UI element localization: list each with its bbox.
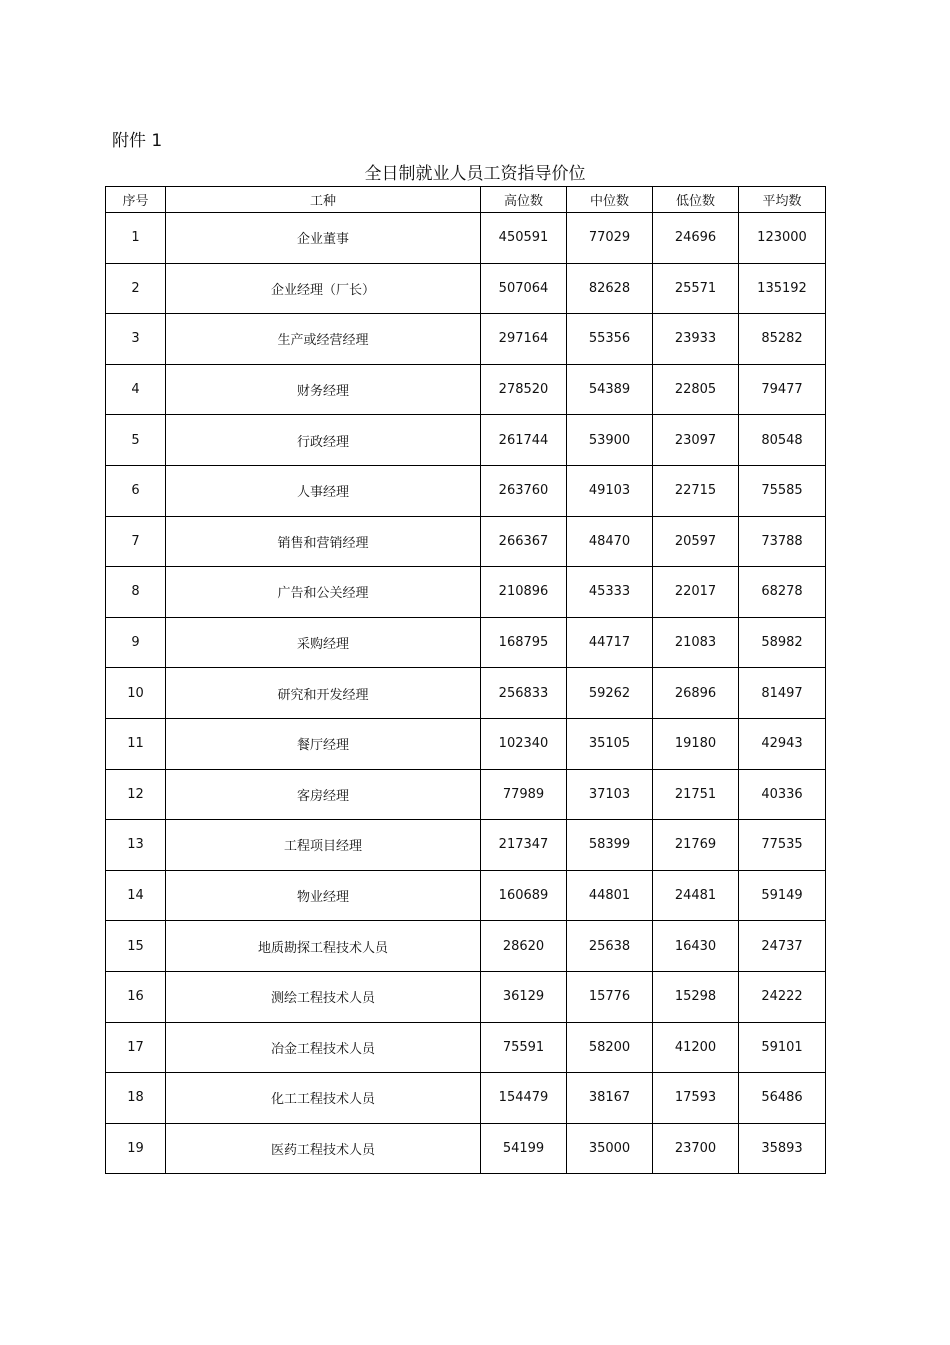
- cell-median: 15776: [567, 971, 653, 1022]
- cell-low: 17593: [653, 1073, 739, 1124]
- table-header-row: [106, 187, 826, 213]
- cell-low: 26896: [653, 668, 739, 719]
- cell-high: 54199: [481, 1123, 567, 1174]
- table-row: [106, 364, 826, 415]
- cell-median: 54389: [567, 364, 653, 415]
- cell-index: 3: [106, 314, 166, 365]
- cell-median: 38167: [567, 1073, 653, 1124]
- cell-high: 28620: [481, 921, 567, 972]
- cell-low: 24696: [653, 213, 739, 264]
- cell-index: 5: [106, 415, 166, 466]
- cell-average: 77535: [739, 820, 826, 871]
- cell-index: 14: [106, 870, 166, 921]
- table-row: [106, 314, 826, 365]
- cell-occupation: 研究和开发经理: [166, 668, 481, 719]
- cell-high: 160689: [481, 870, 567, 921]
- cell-low: 22715: [653, 465, 739, 516]
- cell-low: 21083: [653, 617, 739, 668]
- table-row: [106, 870, 826, 921]
- cell-high: 36129: [481, 971, 567, 1022]
- cell-occupation: 餐厅经理: [166, 718, 481, 769]
- table-row: [106, 769, 826, 820]
- cell-index: 4: [106, 364, 166, 415]
- cell-high: 210896: [481, 567, 567, 618]
- cell-low: 21751: [653, 769, 739, 820]
- table-row: [106, 465, 826, 516]
- cell-average: 58982: [739, 617, 826, 668]
- cell-high: 102340: [481, 718, 567, 769]
- table-row: [106, 820, 826, 871]
- cell-median: 58200: [567, 1022, 653, 1073]
- cell-median: 44801: [567, 870, 653, 921]
- cell-occupation: 企业董事: [166, 213, 481, 264]
- cell-occupation: 医药工程技术人员: [166, 1123, 481, 1174]
- cell-occupation: 财务经理: [166, 364, 481, 415]
- cell-low: 21769: [653, 820, 739, 871]
- cell-average: 59101: [739, 1022, 826, 1073]
- cell-occupation: 生产或经营经理: [166, 314, 481, 365]
- cell-index: 8: [106, 567, 166, 618]
- cell-index: 1: [106, 213, 166, 264]
- cell-average: 80548: [739, 415, 826, 466]
- table-row: [106, 567, 826, 618]
- cell-median: 35000: [567, 1123, 653, 1174]
- cell-low: 41200: [653, 1022, 739, 1073]
- cell-average: 79477: [739, 364, 826, 415]
- cell-index: 19: [106, 1123, 166, 1174]
- cell-occupation: 工程项目经理: [166, 820, 481, 871]
- cell-high: 168795: [481, 617, 567, 668]
- cell-high: 154479: [481, 1073, 567, 1124]
- cell-median: 49103: [567, 465, 653, 516]
- cell-occupation: 化工工程技术人员: [166, 1073, 481, 1124]
- cell-high: 261744: [481, 415, 567, 466]
- cell-occupation: 物业经理: [166, 870, 481, 921]
- table-row: [106, 213, 826, 264]
- cell-low: 25571: [653, 263, 739, 314]
- table-row: [106, 971, 826, 1022]
- cell-occupation: 销售和营销经理: [166, 516, 481, 567]
- cell-occupation: 客房经理: [166, 769, 481, 820]
- cell-index: 2: [106, 263, 166, 314]
- header-occupation: 工种: [166, 187, 481, 213]
- cell-low: 23700: [653, 1123, 739, 1174]
- table-row: [106, 1073, 826, 1124]
- cell-low: 16430: [653, 921, 739, 972]
- header-index: 序号: [106, 187, 166, 213]
- cell-high: 297164: [481, 314, 567, 365]
- cell-low: 15298: [653, 971, 739, 1022]
- cell-occupation: 冶金工程技术人员: [166, 1022, 481, 1073]
- cell-high: 278520: [481, 364, 567, 415]
- cell-median: 77029: [567, 213, 653, 264]
- table-row: [106, 718, 826, 769]
- cell-index: 6: [106, 465, 166, 516]
- cell-index: 16: [106, 971, 166, 1022]
- cell-occupation: 广告和公关经理: [166, 567, 481, 618]
- cell-index: 11: [106, 718, 166, 769]
- attachment-label: 附件 1: [112, 131, 163, 151]
- wage-guidance-table: [105, 186, 826, 1174]
- cell-index: 12: [106, 769, 166, 820]
- cell-occupation: 地质勘探工程技术人员: [166, 921, 481, 972]
- cell-average: 40336: [739, 769, 826, 820]
- header-average: 平均数: [739, 187, 826, 213]
- cell-average: 24737: [739, 921, 826, 972]
- cell-high: 75591: [481, 1022, 567, 1073]
- cell-low: 19180: [653, 718, 739, 769]
- cell-occupation: 测绘工程技术人员: [166, 971, 481, 1022]
- cell-median: 82628: [567, 263, 653, 314]
- cell-high: 217347: [481, 820, 567, 871]
- header-low: 低位数: [653, 187, 739, 213]
- cell-average: 73788: [739, 516, 826, 567]
- table-row: [106, 617, 826, 668]
- table-row: [106, 1022, 826, 1073]
- cell-high: 450591: [481, 213, 567, 264]
- cell-low: 23097: [653, 415, 739, 466]
- cell-low: 22017: [653, 567, 739, 618]
- cell-average: 24222: [739, 971, 826, 1022]
- cell-index: 17: [106, 1022, 166, 1073]
- header-high: 高位数: [481, 187, 567, 213]
- cell-index: 15: [106, 921, 166, 972]
- cell-average: 75585: [739, 465, 826, 516]
- cell-index: 9: [106, 617, 166, 668]
- table-row: [106, 415, 826, 466]
- cell-occupation: 行政经理: [166, 415, 481, 466]
- cell-average: 59149: [739, 870, 826, 921]
- table-row: [106, 668, 826, 719]
- cell-high: 256833: [481, 668, 567, 719]
- cell-median: 25638: [567, 921, 653, 972]
- cell-average: 123000: [739, 213, 826, 264]
- cell-median: 53900: [567, 415, 653, 466]
- cell-low: 22805: [653, 364, 739, 415]
- cell-median: 48470: [567, 516, 653, 567]
- cell-median: 58399: [567, 820, 653, 871]
- cell-median: 37103: [567, 769, 653, 820]
- cell-low: 23933: [653, 314, 739, 365]
- cell-occupation: 企业经理（厂长）: [166, 263, 481, 314]
- cell-average: 68278: [739, 567, 826, 618]
- cell-average: 135192: [739, 263, 826, 314]
- table-row: [106, 263, 826, 314]
- cell-average: 35893: [739, 1123, 826, 1174]
- cell-median: 59262: [567, 668, 653, 719]
- cell-index: 7: [106, 516, 166, 567]
- cell-median: 45333: [567, 567, 653, 618]
- cell-average: 42943: [739, 718, 826, 769]
- header-median: 中位数: [567, 187, 653, 213]
- cell-average: 56486: [739, 1073, 826, 1124]
- cell-median: 44717: [567, 617, 653, 668]
- cell-average: 85282: [739, 314, 826, 365]
- cell-high: 507064: [481, 263, 567, 314]
- table-row: [106, 921, 826, 972]
- cell-low: 24481: [653, 870, 739, 921]
- cell-average: 81497: [739, 668, 826, 719]
- cell-high: 263760: [481, 465, 567, 516]
- cell-median: 55356: [567, 314, 653, 365]
- cell-index: 18: [106, 1073, 166, 1124]
- document-title: 全日制就业人员工资指导价位: [364, 164, 586, 184]
- cell-index: 10: [106, 668, 166, 719]
- table-row: [106, 516, 826, 567]
- cell-high: 266367: [481, 516, 567, 567]
- cell-low: 20597: [653, 516, 739, 567]
- cell-occupation: 人事经理: [166, 465, 481, 516]
- cell-index: 13: [106, 820, 166, 871]
- cell-median: 35105: [567, 718, 653, 769]
- cell-high: 77989: [481, 769, 567, 820]
- table-row: [106, 1123, 826, 1174]
- cell-occupation: 采购经理: [166, 617, 481, 668]
